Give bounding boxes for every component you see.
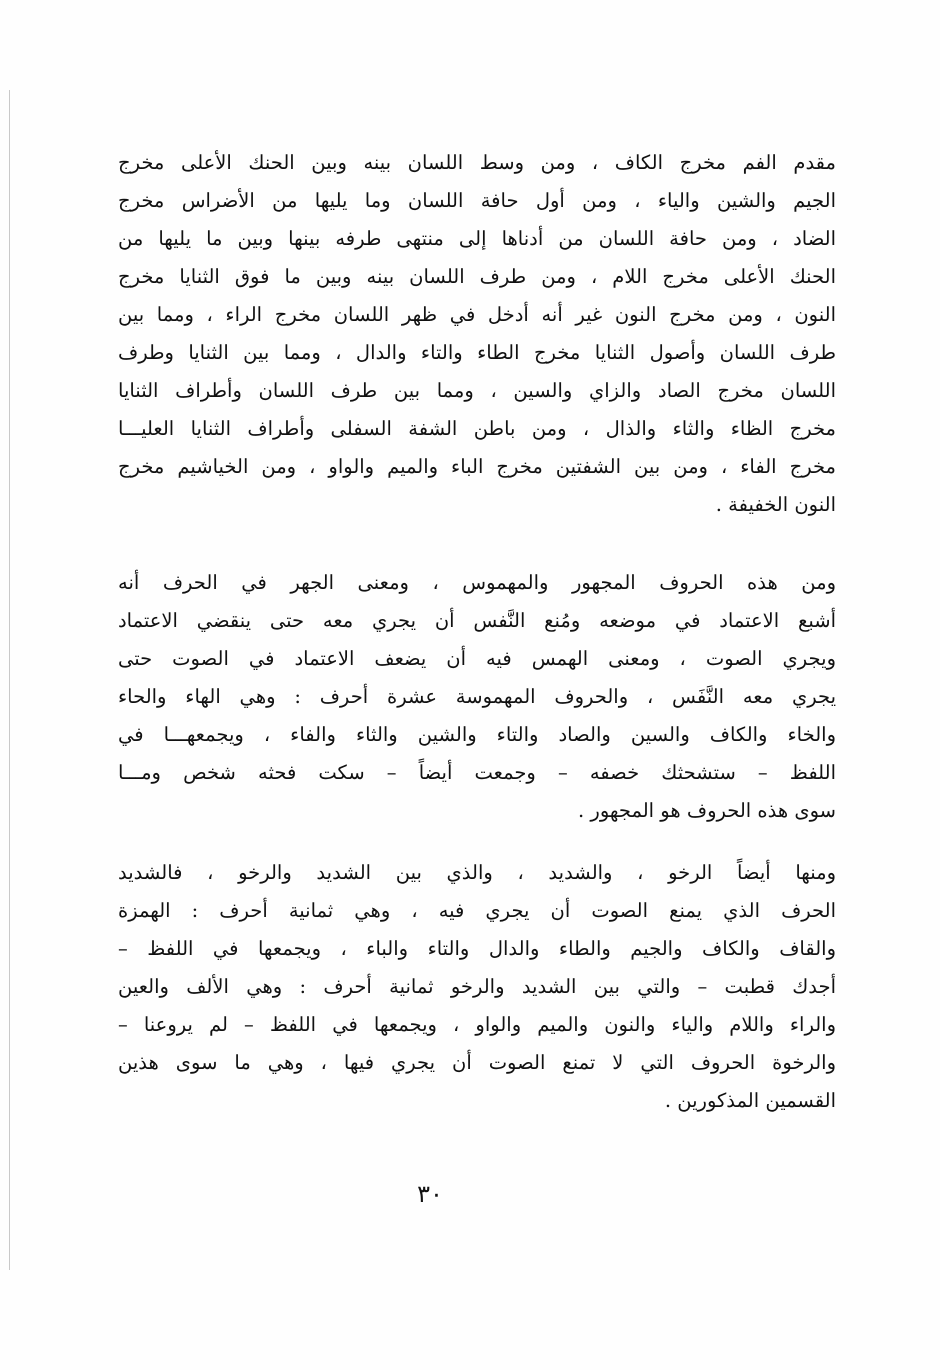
text-line: مخرج الظاء والثاء والذال ، ومن باطن الشفة السفلى وأطراف الثنايا العليـــا (118, 417, 836, 440)
text-line: الجيم والشين والياء ، ومن أول حافة اللسان وما يليها من الأضراس مخرج (118, 189, 836, 212)
text-line: اللسان مخرج الصاد والزاي والسين ، ومما بين طرف اللسان وأطراف الثنايا (118, 379, 836, 402)
text-line: والرخوة الحروف التي لا تمنع الصوت أن يجري فيها ، وهي ما سوى هذين (118, 1051, 836, 1074)
text-line: سوى هذه الحروف هو المجهور . (578, 799, 836, 822)
margin-line (9, 90, 10, 1270)
text-line: يجري معه النَّفَس ، والحروف المهموسة عشرة أحرف : وهي الهاء والحاء (118, 685, 836, 708)
text-line: مقدم الفم مخرج الكاف ، ومن وسط اللسان بينه وبين الحنك الأعلى مخرج (118, 151, 836, 174)
paragraph-soft-hard (118, 854, 836, 1120)
text-line: النون الخفيفة . (715, 493, 836, 516)
text-line: الحنك الأعلى مخرج اللام ، ومن طرف اللسان بينه وبين ما فوق الثنايا مخرج (118, 265, 836, 288)
text-line: ويجري الصوت ، ومعنى الهمس فيه أن يضعف الاعتماد في الصوت حتى (118, 647, 836, 670)
text-line: طرف اللسان وأصول الثنايا مخرج الطاء والتاء والدال ، ومما بين الثنايا وطرف (118, 341, 836, 364)
text-line: ومنها أيضاً الرخو ، والشديد ، والذي بين الشديد والرخو ، فالشديد (118, 861, 836, 884)
paragraph-voiced-voiceless (118, 564, 836, 830)
text-line: والخاء والكاف والسين والصاد والتاء والشين والثاء والفاء ، ويجمعهـــا في (118, 723, 836, 746)
text-line: مخرج الفاء ، ومن بين الشفتين مخرج الباء والميم والواو ، ومن الخياشيم مخرج (118, 455, 836, 478)
text-line: والراء واللام والياء والنون والميم والواو ، ويجمعها في اللفظ – لم يروعنا – (118, 1013, 836, 1036)
text-line: ومن هذه الحروف المجهور والمهموس ، ومعنى الجهر في الحرف أنه (118, 571, 836, 594)
page-number: ٣٠ (417, 1180, 443, 1208)
text-line: اللفظ – ستشحثك خصفه – وجمعت أيضاً – سكت فحثه شخص ومـــا (118, 761, 836, 784)
text-line: والقاف والكاف والجيم والطاء والدال والتاء والباء ، ويجمعها في اللفظ – (118, 937, 836, 960)
text-line: الضاد ، ومن حافة اللسان من أدناها إلى منتهى طرفه بينها وبين ما يليها من (118, 227, 836, 250)
text-line: النون ، ومن مخرج النون غير أنه أدخل في ظهر اللسان مخرج الراء ، ومما بين (118, 303, 836, 326)
text-line: أشبع الاعتماد في موضعه ومُنع النَّفس أن يجري معه حتى ينقضي الاعتماد (118, 609, 836, 632)
text-line: القسمين المذكورين . (664, 1089, 836, 1112)
text-line: الحرف الذي يمنع الصوت أن يجري فيه ، وهي ثمانية أحرف : الهمزة (118, 899, 836, 922)
paragraph-articulation-points (118, 144, 836, 524)
text-line: أجدك قطبت – والتي بين الشديد والرخو ثمانية أحرف : وهي الألف والعين (118, 975, 836, 998)
